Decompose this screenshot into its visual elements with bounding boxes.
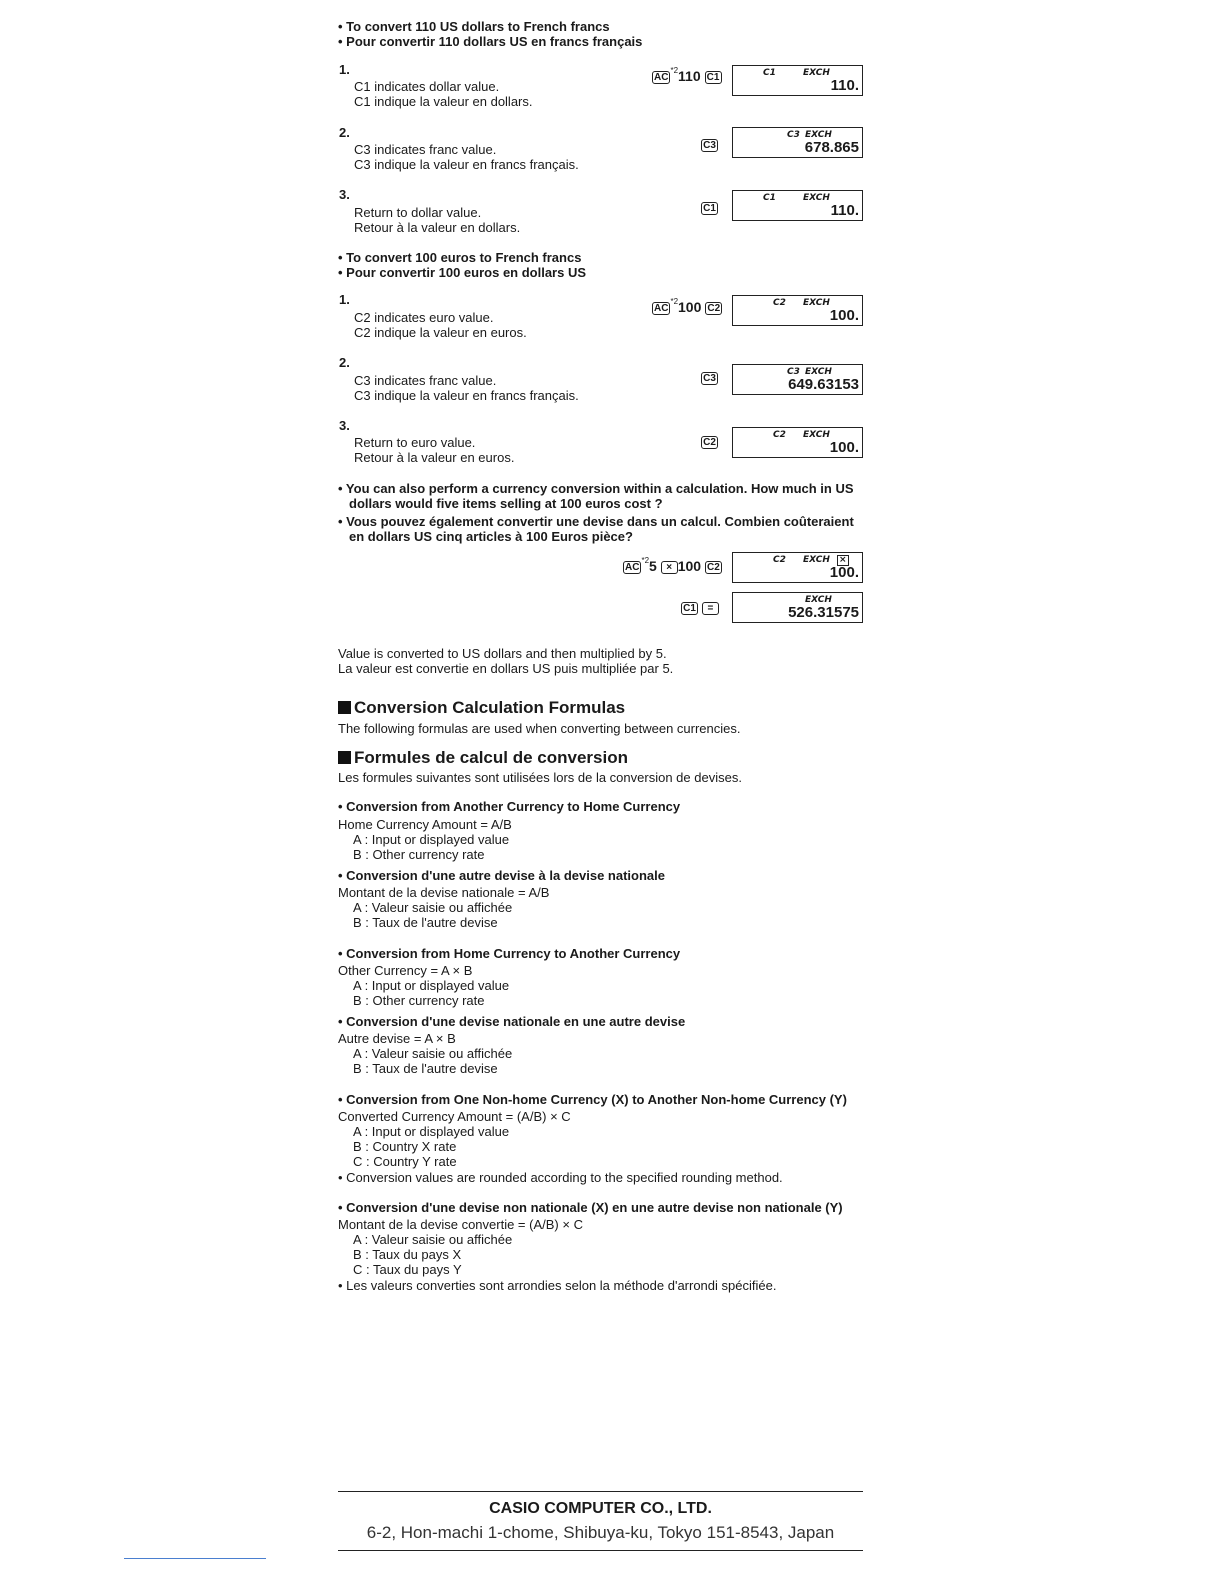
footnote-mark: *2 [670,297,679,307]
example2-title-fr: • Pour convertir 100 euros en dollars US [338,265,587,280]
step-text-fr: C3 indique la valeur en francs français. [354,388,579,403]
c1-key: C1 [681,602,698,615]
footnote-mark: *2 [670,66,679,76]
key-number: 110 [678,68,701,84]
step-text-en: Return to euro value. [354,435,476,450]
lcd-display [732,592,863,623]
footer-company: CASIO COMPUTER CO., LTD. [489,1500,712,1517]
lcd-indicator: C2 [773,430,786,440]
lcd-indicator: C3 [787,130,800,140]
ac-key: AC [654,302,669,314]
c1-key: C1 [701,202,718,215]
lcd-indicator: C2 [773,555,786,565]
lcd-indicator: C3 [787,367,800,377]
footer-address: 6-2, Hon-machi 1-chome, Shibuya-ku, Tokyo 151-8543, Japan [366,1523,835,1542]
formula-title: • Conversion d'une devise non nationale (X) en une autre devise non nationale (Y) [338,1200,843,1215]
formula-equation: Montant de la devise nationale = A/B [338,885,550,900]
key-sequence [652,68,722,84]
section-heading-en [338,698,625,718]
step-text-en: C1 indicates dollar value. [354,79,500,94]
ac-key: AC [654,71,669,83]
formula-note: • Conversion values are rounded according to the specified rounding method. [338,1170,783,1185]
c1-key: C1 [705,71,722,84]
lcd-indicator: C2 [773,298,786,308]
lcd-exch-indicator: EXCH [805,367,832,377]
step-number: 3. [339,187,350,202]
formula-title: • Conversion d'une autre devise à la devise nationale [338,868,665,883]
section-intro-en: The following formulas are used when converting between currencies. [338,721,741,736]
lcd-exch-indicator: EXCH [805,595,832,605]
step-text-fr: C1 indique la valeur en dollars. [354,94,533,109]
lcd-display [732,190,863,221]
example3-question-en: • You can also perform a currency conversion within a calculation. How much in US [338,481,854,496]
lcd-display [732,295,863,326]
key-sequence [701,369,718,385]
step-text-fr: C2 indique la valeur en euros. [354,325,527,340]
lcd-value: 526.31575 [788,604,859,621]
lcd-indicator: C1 [763,68,776,78]
key-sequence [681,599,719,615]
formula-title: • Conversion from Another Currency to Home Currency [338,799,681,814]
formula-equation: Converted Currency Amount = (A/B) × C [338,1109,571,1124]
example3-question-fr-cont: en dollars US cinq articles à 100 Euros pièce? [349,529,633,544]
formula-var-c: C : Taux du pays Y [353,1262,462,1277]
formula-var-b: B : Other currency rate [353,993,485,1008]
step-text-fr: Retour à la valeur en euros. [354,450,515,465]
key-sequence [701,199,718,215]
lcd-display [732,427,863,458]
example1-title-en: • To convert 110 US dollars to French francs [338,19,610,34]
c2-key: C2 [705,561,722,574]
example3-question-en-cont: dollars would five items selling at 100 euros cost ? [349,496,663,511]
step-number: 2. [339,125,350,140]
formula-var-a: A : Valeur saisie ou affichée [353,1046,513,1061]
lcd-value: 649.63153 [788,376,859,393]
c2-key: C2 [701,436,718,449]
step-number: 1. [339,292,350,307]
footer-top-rule [338,1491,863,1492]
footer-bottom-rule [338,1550,863,1551]
key-sequence [701,136,718,152]
c3-key: C3 [701,372,718,385]
key-sequence [652,299,722,315]
key-number: 5 [649,558,657,574]
formula-var-a: A : Valeur saisie ou affichée [353,900,513,915]
key-number: 100 [677,558,702,574]
formula-title: • Conversion from Home Currency to Another Currency [338,946,681,961]
lcd-value: 110. [830,77,859,94]
formula-equation: Autre devise = A × B [338,1031,456,1046]
formula-note: • Les valeurs converties sont arrondies selon la méthode d'arrondi spécifiée. [338,1278,777,1293]
page-edge-line [124,1558,266,1559]
lcd-exch-indicator: EXCH [803,555,830,565]
lcd-indicator: C1 [763,193,776,203]
step-number: 2. [339,355,350,370]
multiply-key: × [661,561,678,574]
formula-title: • Conversion from One Non-home Currency (X) to Another Non-home Currency (Y) [338,1092,847,1107]
lcd-exch-indicator: EXCH [803,193,830,203]
formula-var-b: B : Taux du pays X [353,1247,462,1262]
formula-equation: Other Currency = A × B [338,963,473,978]
formula-var-a: A : Input or displayed value [353,978,510,993]
heading-text: Formules de calcul de conversion [354,748,628,767]
step-text-en: C3 indicates franc value. [354,373,497,388]
example1-title-fr: • Pour convertir 110 dollars US en francs français [338,34,643,49]
c2-key: C2 [705,302,722,315]
key-sequence [701,433,718,449]
lcd-display [732,552,863,583]
lcd-value: 100. [829,307,859,324]
lcd-value: 100. [829,439,859,456]
formula-var-b: B : Country X rate [353,1139,457,1154]
formula-var-b: B : Taux de l'autre devise [353,915,498,930]
formula-var-a: A : Input or displayed value [353,832,510,847]
square-bullet-icon [338,701,351,714]
formula-var-c: C : Country Y rate [353,1154,457,1169]
formula-title: • Conversion d'une devise nationale en une autre devise [338,1014,686,1029]
example3-note-en: Value is converted to US dollars and then multiplied by 5. [338,646,667,661]
lcd-multiply-indicator: × [839,555,847,565]
formula-var-b: B : Other currency rate [353,847,485,862]
lcd-value: 110. [830,202,859,219]
lcd-display [732,127,863,158]
key-sequence [623,558,722,574]
step-text-en: C2 indicates euro value. [354,310,494,325]
lcd-display [732,65,863,96]
formula-var-a: A : Input or displayed value [353,1124,510,1139]
lcd-value: 100. [829,564,859,581]
step-text-en: Return to dollar value. [354,205,482,220]
square-bullet-icon [338,751,351,764]
lcd-exch-indicator: EXCH [803,298,830,308]
section-intro-fr: Les formules suivantes sont utilisées lors de la conversion de devises. [338,770,742,785]
step-number: 3. [339,418,350,433]
lcd-exch-indicator: EXCH [805,130,832,140]
example3-note-fr: La valeur est convertie en dollars US puis multipliée par 5. [338,661,674,676]
equals-key: = [702,602,719,615]
lcd-display [732,364,863,395]
step-text-fr: Retour à la valeur en dollars. [354,220,521,235]
lcd-exch-indicator: EXCH [803,68,830,78]
lcd-value: 678.865 [804,139,859,156]
example2-title-en: • To convert 100 euros to French francs [338,250,582,265]
key-number: 100 [678,299,702,315]
heading-text: Conversion Calculation Formulas [354,698,626,717]
step-text-fr: C3 indique la valeur en francs français. [354,157,579,172]
footnote-mark: *2 [641,556,650,566]
step-text-en: C3 indicates franc value. [354,142,497,157]
formula-equation: Home Currency Amount = A/B [338,817,512,832]
example3-question-fr: • Vous pouvez également convertir une devise dans un calcul. Combien coûteraient [338,514,854,529]
c3-key: C3 [701,139,718,152]
ac-key: AC [625,561,640,573]
formula-var-b: B : Taux de l'autre devise [353,1061,498,1076]
lcd-exch-indicator: EXCH [803,430,830,440]
formula-equation: Montant de la devise convertie = (A/B) × C [338,1217,583,1232]
section-heading-fr [338,748,628,768]
formula-var-a: A : Valeur saisie ou affichée [353,1232,513,1247]
step-number: 1. [339,62,350,77]
